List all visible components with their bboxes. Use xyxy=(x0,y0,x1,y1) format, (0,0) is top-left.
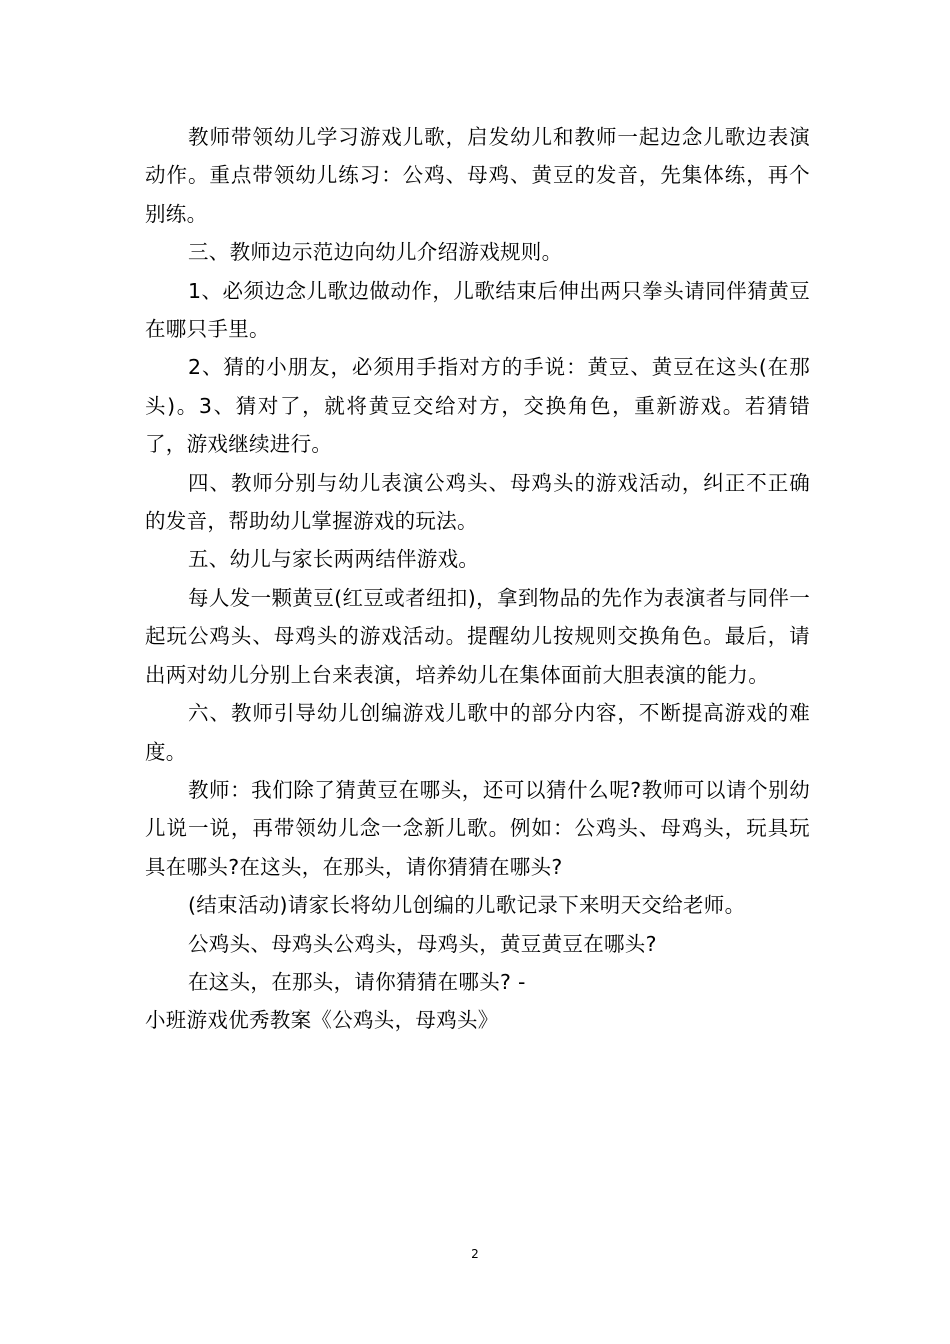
paragraph-section-six: 六、教师引导幼儿创编游戏儿歌中的部分内容，不断提高游戏的难度。 xyxy=(145,701,810,764)
document-title-line: 小班游戏优秀教案《公鸡头，母鸡头》 xyxy=(145,1008,499,1033)
paragraph-song-line-two: 在这头，在那头，请你猜猜在哪头? - xyxy=(188,969,526,994)
document-body xyxy=(145,118,810,1040)
paragraph-section-four: 四、教师分别与幼儿表演公鸡头、母鸡头的游戏活动，纠正不正确的发音，帮助幼儿掌握游戏的玩法。 xyxy=(145,470,810,534)
paragraph-end-activity: (结束活动)请家长将幼儿创编的儿歌记录下来明天交给老师。 xyxy=(188,893,746,918)
paragraph-rule-one: 1、必须边念儿歌边做动作，儿歌结束后伸出两只拳头请同伴猜黄豆在哪只手里。 xyxy=(145,278,810,342)
page-number: 2 xyxy=(471,1247,479,1261)
paragraph-section-five: 五、幼儿与家长两两结伴游戏。 xyxy=(188,547,480,572)
paragraph-rule-two-three: 2、猜的小朋友，必须用手指对方的手说：黄豆、黄豆在这头(在那头)。3、猜对了，就将黄豆交给对方，交换角色，重新游戏。若猜错了，游戏继续进行。 xyxy=(145,355,810,457)
paragraph-section-three: 三、教师边示范边向幼儿介绍游戏规则。 xyxy=(188,240,563,265)
paragraph-song-line-one: 公鸡头、母鸡头公鸡头，母鸡头，黄豆黄豆在哪头? xyxy=(188,931,657,956)
paragraph-pair-game: 每人发一颗黄豆(红豆或者纽扣)，拿到物品的先作为表演者与同伴一起玩公鸡头、母鸡头的游戏活动。提醒幼儿按规则交换角色。最后，请出两对幼儿分别上台来表演，培养幼儿在集体面前大胆表演的能力。 xyxy=(145,585,810,687)
paragraph-teacher-question: 教师：我们除了猜黄豆在哪头，还可以猜什么呢?教师可以请个别幼儿说一说，再带领幼儿念一念新儿歌。例如：公鸡头、母鸡头，玩具玩具在哪头?在这头，在那头，请你猜猜在哪头? xyxy=(145,777,810,879)
paragraph-game-song: 教师带领幼儿学习游戏儿歌，启发幼儿和教师一起边念儿歌边表演动作。重点带领幼儿练习：公鸡、母鸡、黄豆的发音，先集体练，再个别练。 xyxy=(145,125,810,226)
